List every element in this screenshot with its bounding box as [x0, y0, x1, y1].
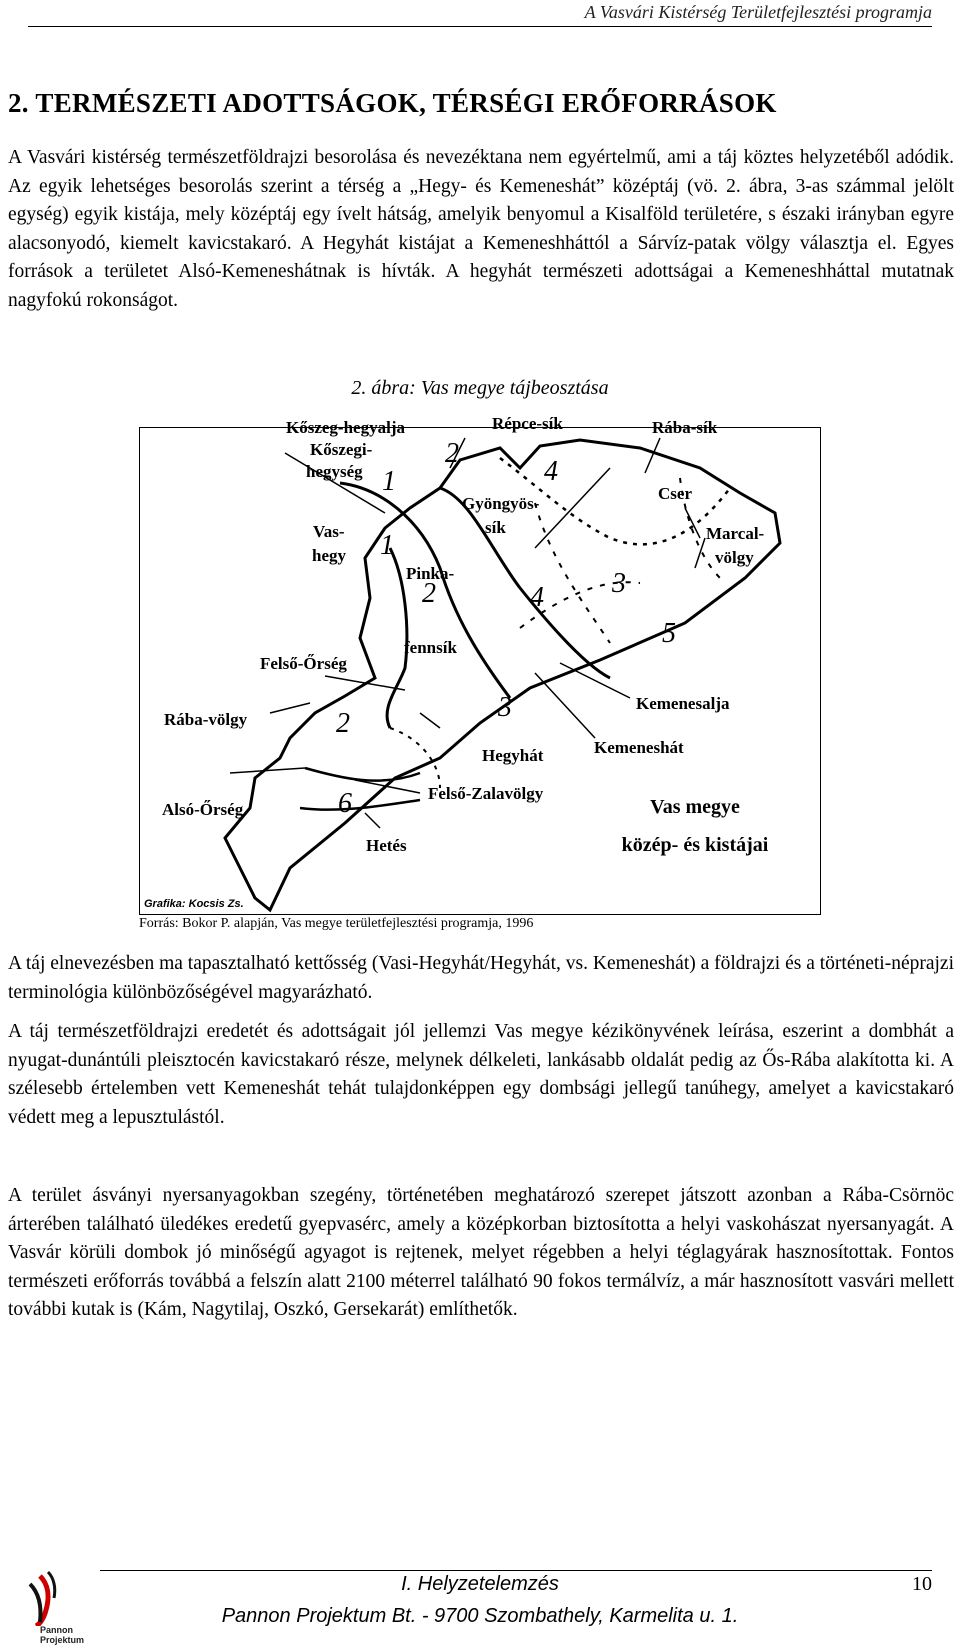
paragraph-origin: A táj természetföldrajzi eredetét és adottságait jól jellemzi Vas megye kézikönyvének leírása, eszerint a dombhát a nyugat-dunántúli pleisztocén kavicstakaró része, melynek délkeleti, lankásabb oldalát pedig az Ős-Rába alakította ki. A szélesebb értelemben vett Kemeneshát tehát tulajdonképpen egy dombsági jellegű tanúhegy, amelyet a kavicstakaró védett meg a lepusztulástól. [8, 1021, 954, 1128]
page-header [0, 0, 960, 24]
label-kemenesalja: Kemenesalja [636, 694, 730, 713]
region-number: 2 [336, 708, 350, 739]
label-hetes: Hetés [366, 836, 407, 855]
paragraph-intro: A Vasvári kistérség természetföldrajzi besorolása és nevezéktana nem egyértelmű, ami a táj köztes helyzetéből adódik. Az egyik lehetséges besorolás szerint a térség a „Hegy- és Kemeneshát” középtáj (vö. 2. ábra, 3-as számmal jelölt egység) egyik kistája, mely középtáj egy ívelt hátság, amelyik benyomul a Kisalföld területére, s északi irányban egyre alacsonyodó, kiemelt kavicstakaró. A Hegyhát kistájat a Kemeneshháttól a Sárvíz-patak völgy választja el. Egyes források a területet Alsó-Kemeneshátnak is hívták. A hegyhát természeti adottságai a Kemeneshháttal mutatnak nagyfokú rokonságot. [8, 147, 954, 311]
figure-source: Forrás: Bokor P. alapján, Vas megye területfejlesztési programja, 1996 [139, 916, 534, 931]
page-number: 10 [912, 1573, 932, 1595]
section-heading: 2. TERMÉSZETI ADOTTSÁGOK, TÉRSÉGI ERŐFORRÁSOK [8, 88, 777, 118]
region-number: 5 [662, 618, 676, 649]
leader-line [270, 703, 310, 713]
leader-line [685, 508, 700, 538]
header-rule [28, 26, 932, 27]
leader-line [420, 713, 440, 728]
label-gyongyos: Gyöngyös- [462, 494, 540, 513]
boundary-line [300, 800, 420, 810]
logo-text-line-1: Pannon [40, 1625, 73, 1635]
label-raba-sik: Rába-sík [652, 418, 718, 437]
label-raba-volgy: Rába-völgy [164, 710, 248, 729]
leader-line [645, 438, 660, 473]
label-felso-orseg: Felső-Őrség [260, 654, 347, 673]
region-number: 2 [422, 578, 436, 609]
label-sik: sík [485, 518, 506, 537]
footer-chapter: I. Helyzetelemzés [401, 1573, 559, 1595]
map-credit: Grafika: Kocsis Zs. [144, 898, 244, 910]
region-number: 1 [380, 530, 394, 561]
legend-line-1: Vas megye [650, 796, 740, 818]
logo-text-line-2: Projektum [40, 1635, 85, 1645]
label-koszeg-hegyalja: Kőszeg-hegyalja [286, 418, 405, 437]
figure-caption: 2. ábra: Vas megye tájbeosztása [351, 377, 609, 399]
label-cser: Cser [658, 484, 692, 503]
label-kemeneshat: Kemeneshát [594, 738, 684, 757]
label-repce-sik: Répce-sík [492, 414, 563, 433]
region-number: 3 [498, 692, 512, 723]
boundary-line [440, 488, 610, 678]
label-marcal: Marcal- [706, 524, 765, 543]
label-fennsik: fennsík [404, 638, 457, 657]
region-map [139, 414, 821, 915]
leader-line [365, 813, 380, 828]
label-pinka: Pinka- [406, 564, 455, 583]
legend-line-2: közép- és kistájai [621, 834, 769, 856]
logo-text [40, 1625, 84, 1645]
map-legend [570, 788, 820, 864]
paragraph-resources: A terület ásványi nyersanyagokban szegény, történetében meghatározó szerepet játszott azonban a Rába-Csörnöc árterében található üledékes eredetű gyepvasérc, amely a középkorban biztosította a helyi vaskohászat nyersanyagát. A Vasvár körüli dombok jó minőségű agyagot is rejtenek, melyet régebben a helyi téglagyárak hasznosítottak. Fontos természeti erőforrás továbbá a felszín alatt 2100 méterrel található 90 fokos termálvíz, a már hasznosított vasvári mellett további kutak is (Kám, Nagytilaj, Oszkó, Gersekarát) említhetők. [8, 1185, 954, 1321]
footer-company: Pannon Projektum Bt. - 9700 Szombathely, Karmelita u. 1. [221, 1605, 739, 1627]
leader-line [535, 673, 595, 738]
label-felso-zalavolgy: Felső-Zalavölgy [428, 784, 544, 803]
label-hegy: hegy [312, 546, 346, 565]
boundary-line [535, 503, 610, 643]
label-hegyseg: hegység [306, 462, 363, 481]
region-number: 3 [612, 568, 626, 599]
region-number: 6 [338, 788, 352, 819]
region-number: 4 [544, 456, 558, 487]
paragraph-naming: A táj elnevezésben ma tapasztalható kettősség (Vasi-Hegyhát/Hegyhát, vs. Kemeneshát) a földrajzi és a történeti-néprajzi terminológia különbözőségével magyarázható. [8, 953, 954, 1003]
footer-rule [100, 1570, 932, 1571]
region-number: 2 [445, 438, 459, 469]
label-volgy: völgy [715, 548, 754, 567]
label-koszegi: Kőszegi- [310, 440, 373, 459]
label-hegyhat: Hegyhát [482, 746, 544, 765]
leader-line [355, 780, 420, 793]
label-vas: Vas- [313, 522, 345, 541]
region-number: 4 [530, 582, 544, 613]
label-also-orseg: Alsó-Őrség [162, 800, 244, 819]
header-title: A Vasvári Kistérség Területfejlesztési programja [584, 2, 932, 22]
leader-line [325, 676, 405, 690]
region-number: 1 [382, 466, 396, 497]
